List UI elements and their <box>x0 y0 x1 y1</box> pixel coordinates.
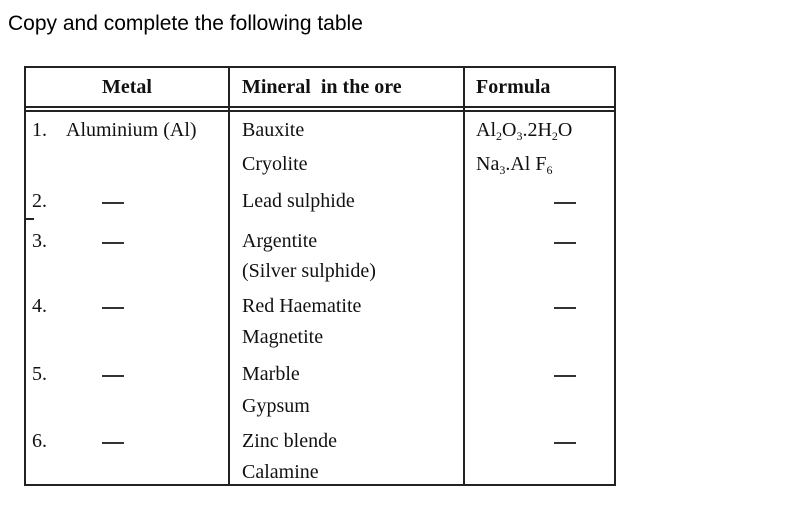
blank-formula <box>554 242 576 244</box>
row-number: 4. <box>32 295 47 317</box>
column-divider <box>228 68 230 484</box>
instruction-text: Copy and complete the following table <box>8 12 363 35</box>
row-number: 3. <box>32 230 47 252</box>
blank-formula <box>554 442 576 444</box>
column-divider <box>463 68 465 484</box>
mineral-name: (Silver sulphide) <box>242 260 376 282</box>
mineral-name: Magnetite <box>242 326 324 348</box>
mineral-name: Gypsum <box>242 395 310 417</box>
header-metal: Metal <box>102 76 152 98</box>
blank-formula <box>554 307 576 309</box>
mineral-name: Cryolite <box>242 153 308 175</box>
row-number: 6. <box>32 430 47 452</box>
blank-metal <box>102 202 124 204</box>
mineral-name: Calamine <box>242 461 319 483</box>
formula-cryolite: $Na_3.Al$ $F_6$ <box>476 153 553 177</box>
header-divider <box>26 110 614 112</box>
header-formula: Formula <box>476 76 551 98</box>
row-tick <box>26 218 34 220</box>
blank-metal <box>102 242 124 244</box>
blank-metal <box>102 307 124 309</box>
row-number: 5. <box>32 363 47 385</box>
mineral-name: Argentite <box>242 230 318 252</box>
blank-metal <box>102 442 124 444</box>
metal-name: Aluminium (Al) <box>66 119 197 141</box>
formula-bauxite: $Al_2O_3.2H_2O$ <box>476 119 573 143</box>
header-mineral: Mineral in the ore <box>242 76 402 98</box>
ore-table <box>24 66 616 486</box>
mineral-name: Lead sulphide <box>242 190 355 212</box>
mineral-name: Marble <box>242 363 300 385</box>
mineral-name: Red Haematite <box>242 295 362 317</box>
header-divider <box>26 106 614 108</box>
row-number: 2. <box>32 190 47 212</box>
mineral-name: Bauxite <box>242 119 305 141</box>
blank-formula <box>554 375 576 377</box>
mineral-name: Zinc blende <box>242 430 337 452</box>
blank-metal <box>102 375 124 377</box>
row-number: 1. <box>32 119 47 141</box>
blank-formula <box>554 202 576 204</box>
